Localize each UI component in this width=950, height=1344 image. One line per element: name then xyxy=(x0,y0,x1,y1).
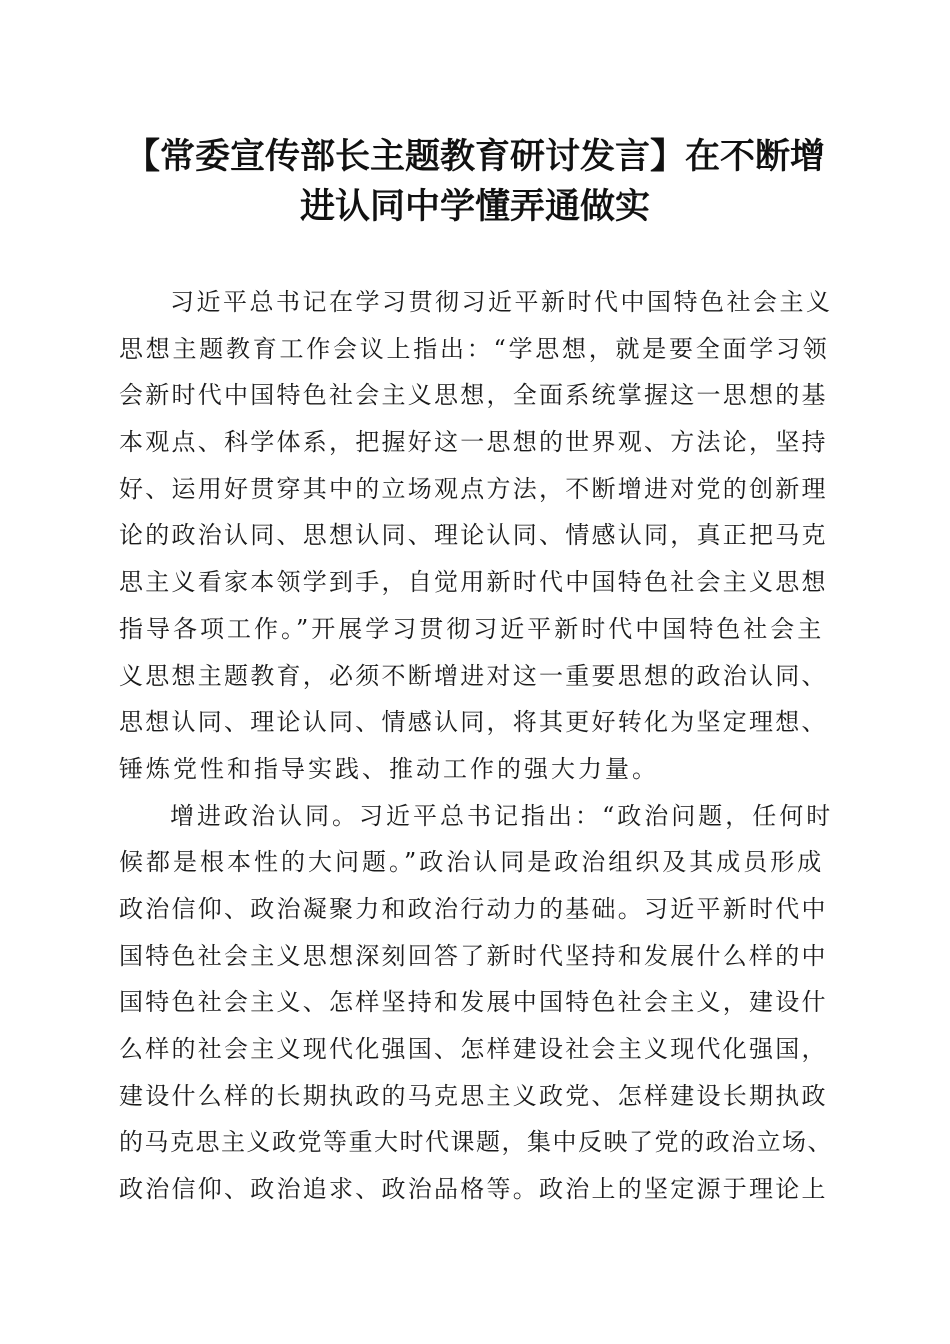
paragraph-line: 建设什么样的长期执政的马克思主义政党、怎样建设长期执政 xyxy=(119,1081,828,1110)
paragraph-line: 政治信仰、政治凝聚力和政治行动力的基础。习近平新时代中 xyxy=(119,894,828,923)
document-title xyxy=(110,132,840,232)
paragraph-line: 么样的社会主义现代化强国、怎样建设社会主义现代化强国， xyxy=(119,1035,828,1063)
paragraph-line: 论的政治认同、思想认同、理论认同、情感认同，真正把马克 xyxy=(119,521,828,550)
paragraph-line: 国特色社会主义思想深刻回答了新时代坚持和发展什么样的中 xyxy=(119,941,828,970)
title-line: 进认同中学懂弄通做实 xyxy=(299,186,650,227)
paragraph-line: 国特色社会主义、怎样坚持和发展中国特色社会主义，建设什 xyxy=(119,988,828,1017)
paragraph-line: 增进政治认同。习近平总书记指出：“政治问题，任何时 xyxy=(170,801,834,830)
document-body xyxy=(119,279,834,1213)
paragraph-line: 锤炼党性和指导实践、推动工作的强大力量。 xyxy=(119,754,659,783)
paragraph-line: 思想认同、理论认同、情感认同，将其更好转化为坚定理想、 xyxy=(119,708,828,737)
paragraph-line: 候都是根本性的大问题。”政治认同是政治组织及其成员形成 xyxy=(119,848,825,877)
paragraph-line: 本观点、科学体系，把握好这一思想的世界观、方法论，坚持 xyxy=(119,428,828,457)
paragraph-line: 习近平总书记在学习贯彻习近平新时代中国特色社会主义 xyxy=(170,288,833,316)
paragraph xyxy=(119,793,834,1213)
paragraph-line: 政治信仰、政治追求、政治品格等。政治上的坚定源于理论上 xyxy=(119,1175,828,1204)
paragraph-line: 指导各项工作。”开展学习贯彻习近平新时代中国特色社会主 xyxy=(119,614,825,643)
paragraph xyxy=(119,279,834,793)
paragraph-line: 思主义看家本领学到手，自觉用新时代中国特色社会主义思想 xyxy=(119,568,828,597)
paragraph-line: 的马克思主义政党等重大时代课题，集中反映了党的政治立场、 xyxy=(119,1128,833,1157)
paragraph-line: 会新时代中国特色社会主义思想，全面系统掌握这一思想的基 xyxy=(119,381,828,410)
paragraph-line: 思想主题教育工作会议上指出：“学思想，就是要全面学习领 xyxy=(119,334,830,363)
paragraph-line: 好、运用好贯穿其中的立场观点方法，不断增进对党的创新理 xyxy=(119,474,828,503)
paragraph-line: 义思想主题教育，必须不断增进对这一重要思想的政治认同、 xyxy=(119,661,828,690)
title-line: 【常委宣传部长主题教育研讨发言】在不断增 xyxy=(124,136,825,177)
